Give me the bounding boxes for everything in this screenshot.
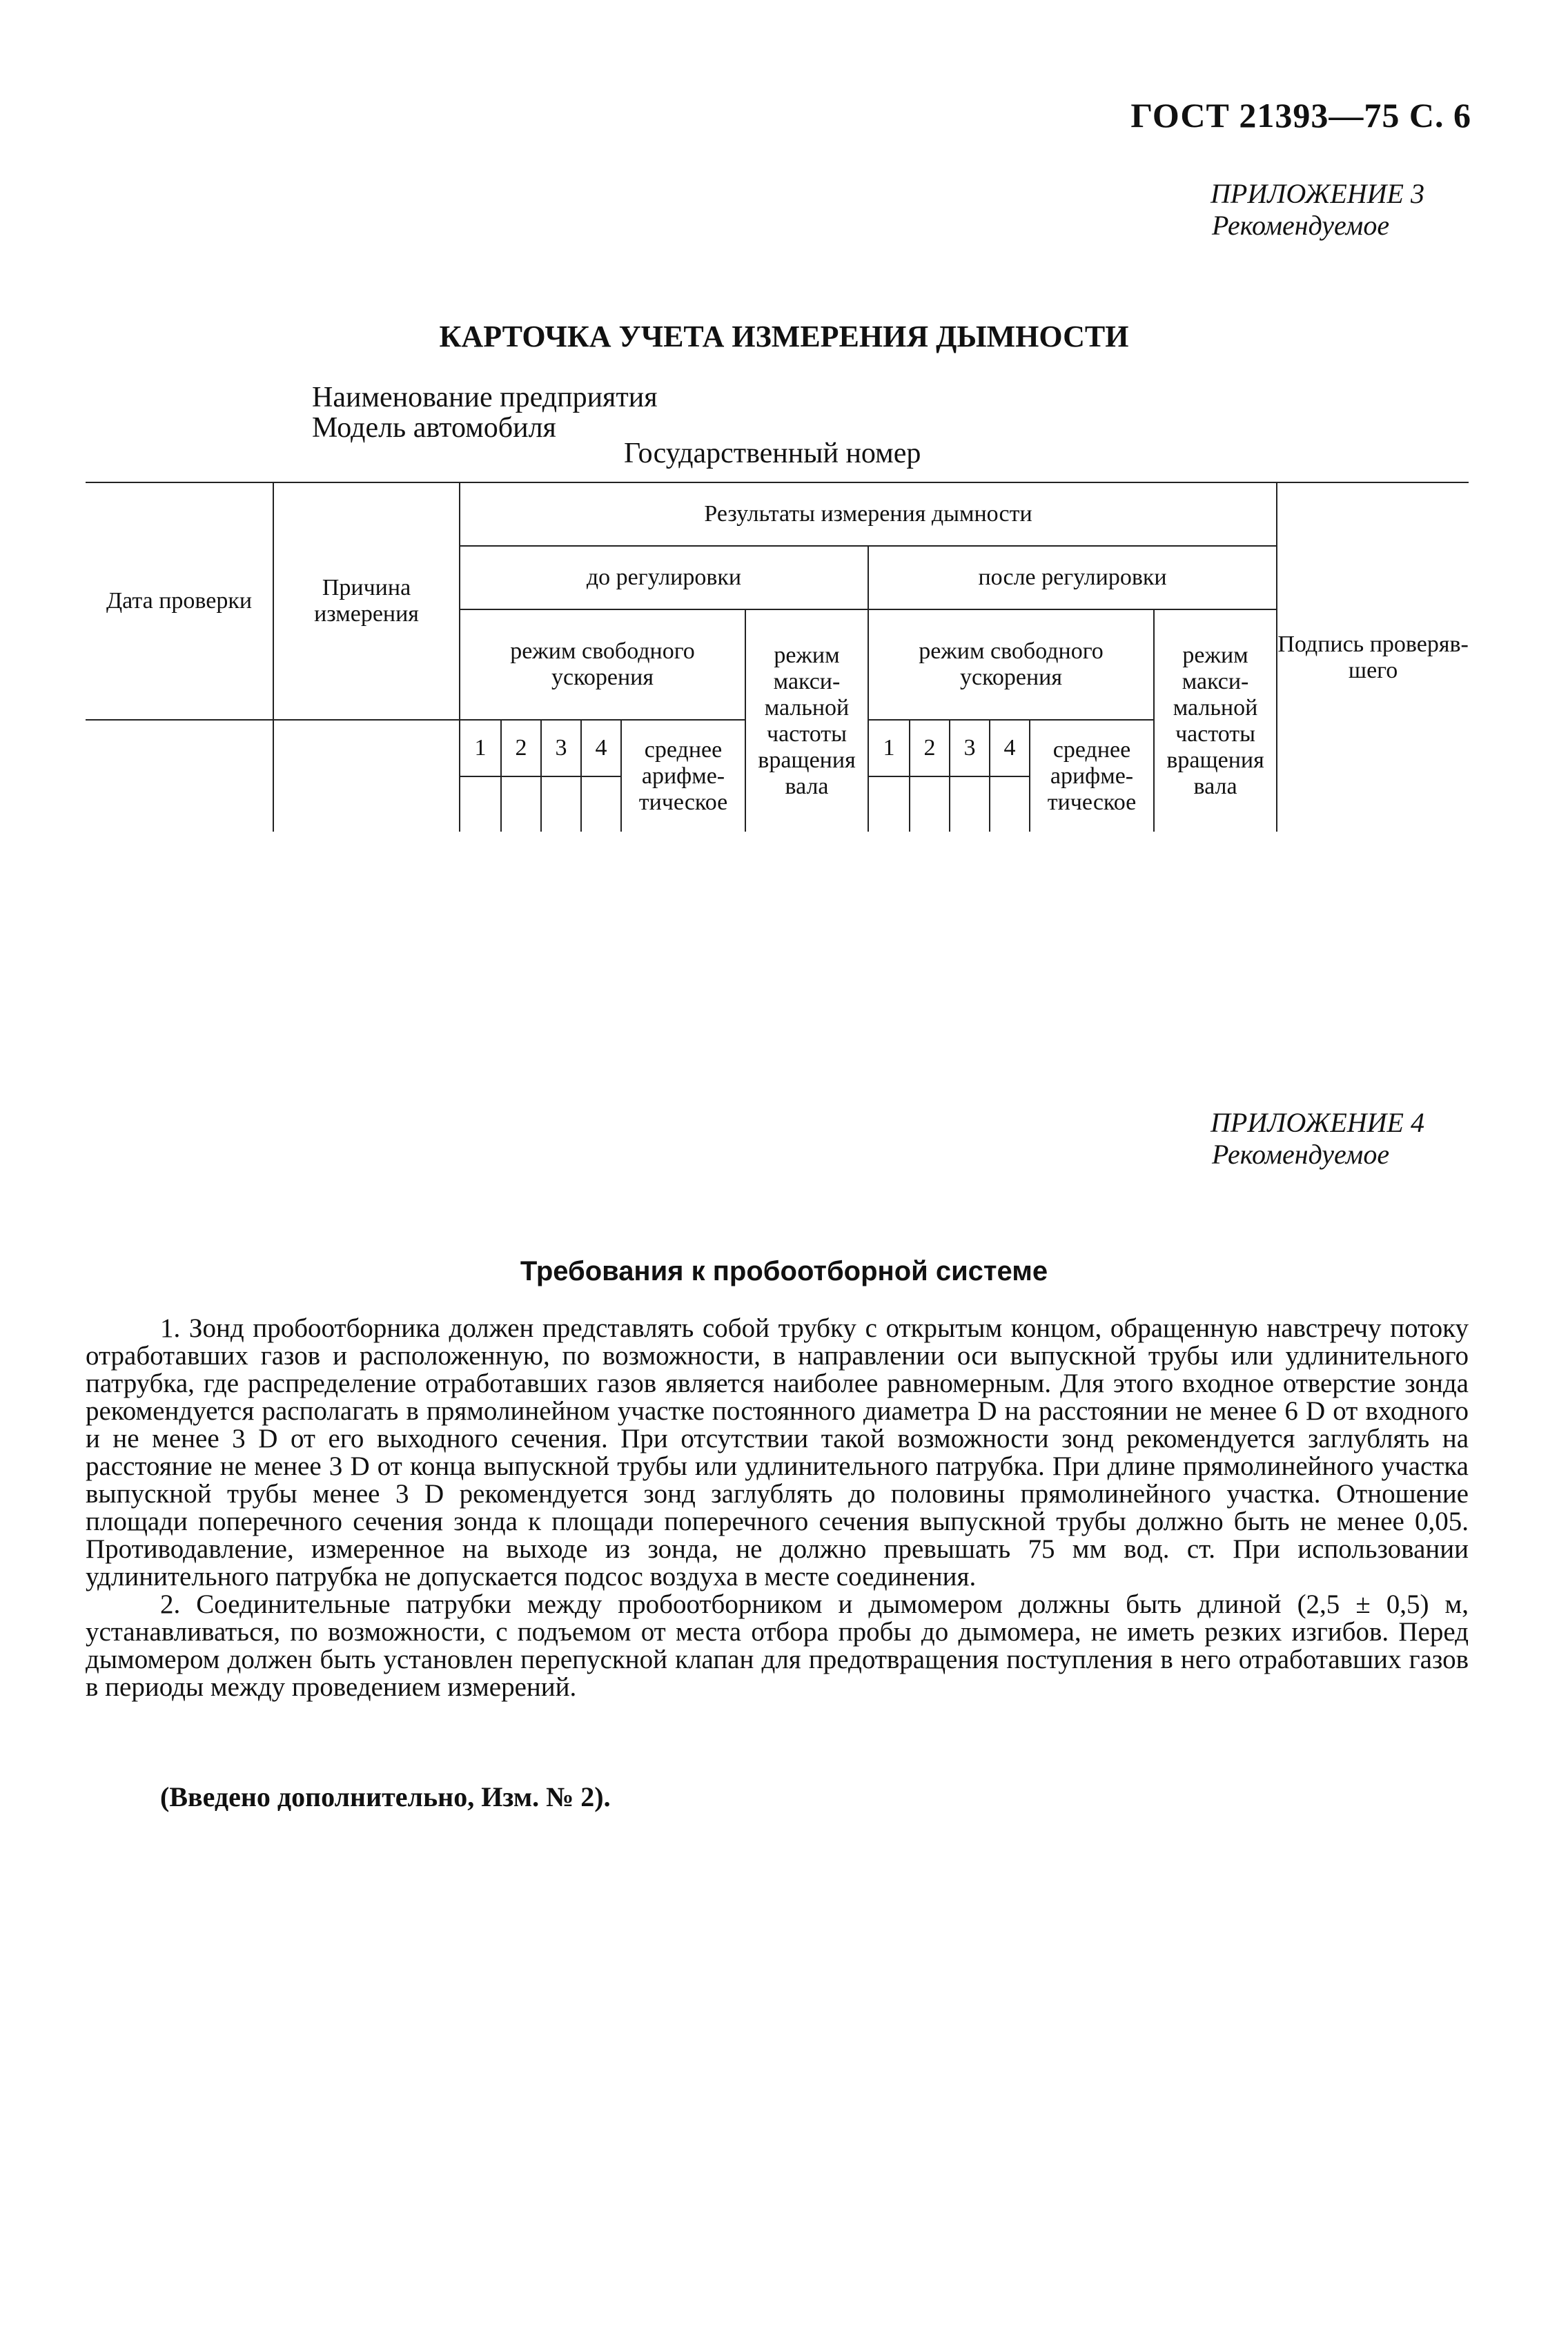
before-col-1: 1 xyxy=(460,720,501,776)
header-reason: Причина измерения xyxy=(273,482,460,720)
before-max-rpm: режим макси-мальной частоты вращения вала xyxy=(745,609,868,832)
before-col-4: 4 xyxy=(581,720,621,776)
after-value-1 xyxy=(868,776,910,832)
requirements-body xyxy=(86,1315,1469,1701)
after-col-4: 4 xyxy=(990,720,1030,776)
after-average: среднее арифме-тическое xyxy=(1030,720,1154,832)
after-col-2: 2 xyxy=(910,720,950,776)
header-results: Результаты измерения дымности xyxy=(460,482,1277,546)
field-plate-number: Государственный номер xyxy=(624,438,921,469)
header-signature: Подпись проверяв-шего xyxy=(1277,482,1469,832)
before-free-acceleration: режим свободного ускорения xyxy=(460,609,745,720)
header-after-adjustment: после регулировки xyxy=(868,546,1277,609)
date-cell xyxy=(86,720,273,832)
after-value-2 xyxy=(910,776,950,832)
field-car-model: Модель автомобиля xyxy=(312,412,556,444)
appendix-4-type: Рекомендуемое xyxy=(1212,1139,1390,1170)
before-value-4 xyxy=(581,776,621,832)
appendix-3-label: ПРИЛОЖЕНИЕ 3 xyxy=(1211,178,1424,209)
reason-cell xyxy=(273,720,460,832)
before-average: среднее арифме-тическое xyxy=(621,720,745,832)
after-value-4 xyxy=(990,776,1030,832)
header-date: Дата проверки xyxy=(86,482,273,720)
after-col-1: 1 xyxy=(868,720,910,776)
document-code: ГОСТ 21393—75 С. 6 xyxy=(1130,96,1471,135)
before-col-2: 2 xyxy=(501,720,541,776)
amendment-note: (Введено дополнительно, Изм. № 2). xyxy=(160,1781,611,1812)
appendix-3-type: Рекомендуемое xyxy=(1212,210,1390,241)
before-col-3: 3 xyxy=(541,720,581,776)
smoke-measurement-table xyxy=(86,482,1469,832)
field-enterprise: Наименование предприятия xyxy=(312,382,658,413)
after-col-3: 3 xyxy=(950,720,990,776)
after-max-rpm: режим макси-мальной частоты вращения вала xyxy=(1154,609,1277,832)
requirements-title: Требования к пробоотборной системе xyxy=(520,1256,1048,1286)
appendix-4-label: ПРИЛОЖЕНИЕ 4 xyxy=(1211,1107,1424,1138)
before-value-3 xyxy=(541,776,581,832)
paragraph-1: 1. Зонд пробоотборника должен представлять собой трубку с открытым концом, обращенную навстречу потоку отработавших газов и расположенную, по возможности, в направлении оси выпускной трубы или удлинительного патрубка, где распределение отработавших газов является наиболее равномерным. Для этого входное отверстие зонда рекомендуется располагать в прямолинейном участке постоянного диаметра D на расстоянии не менее 6 D от входного и не менее 3 D от его выходного сечения. При отсутствии такой возможности зонд рекомендуется заглублять на расстояние не менее 3 D от конца выпускной трубы или удлинительного патрубка. При длине прямолинейного участка выпускной трубы менее 3 D рекомендуется зонд заглублять до половины прямолинейного участка. Отношение площади поперечного сечения зонда к площади поперечного сечения выпускной трубы должно быть не менее 0,05. Противодавление, измеренное на выходе из зонда, не должно превышать 75 мм вод. ст. При использовании удлинительного патрубка не допускается подсос воздуха в месте соединения. xyxy=(86,1313,1469,1592)
before-value-2 xyxy=(501,776,541,832)
appendix-4-header xyxy=(1211,1107,1424,1171)
before-value-1 xyxy=(460,776,501,832)
appendix-3-header xyxy=(1211,178,1424,242)
after-value-3 xyxy=(950,776,990,832)
paragraph-2: 2. Соединительные патрубки между пробоотборником и дымомером должны быть длиной (2,5 ± 0,5) м, устанавливаться, по возможности, с подъемом от места отбора пробы до дымомера, не иметь резких изгибов. Перед дымомером должен быть установлен перепускной клапан для предотвращения поступления в него отработавших газов в периоды между проведением измерений. xyxy=(86,1589,1469,1702)
header-before-adjustment: до регулировки xyxy=(460,546,868,609)
card-title: КАРТОЧКА УЧЕТА ИЗМЕРЕНИЯ ДЫМНОСТИ xyxy=(439,320,1129,353)
after-free-acceleration: режим свободного ускорения xyxy=(868,609,1154,720)
